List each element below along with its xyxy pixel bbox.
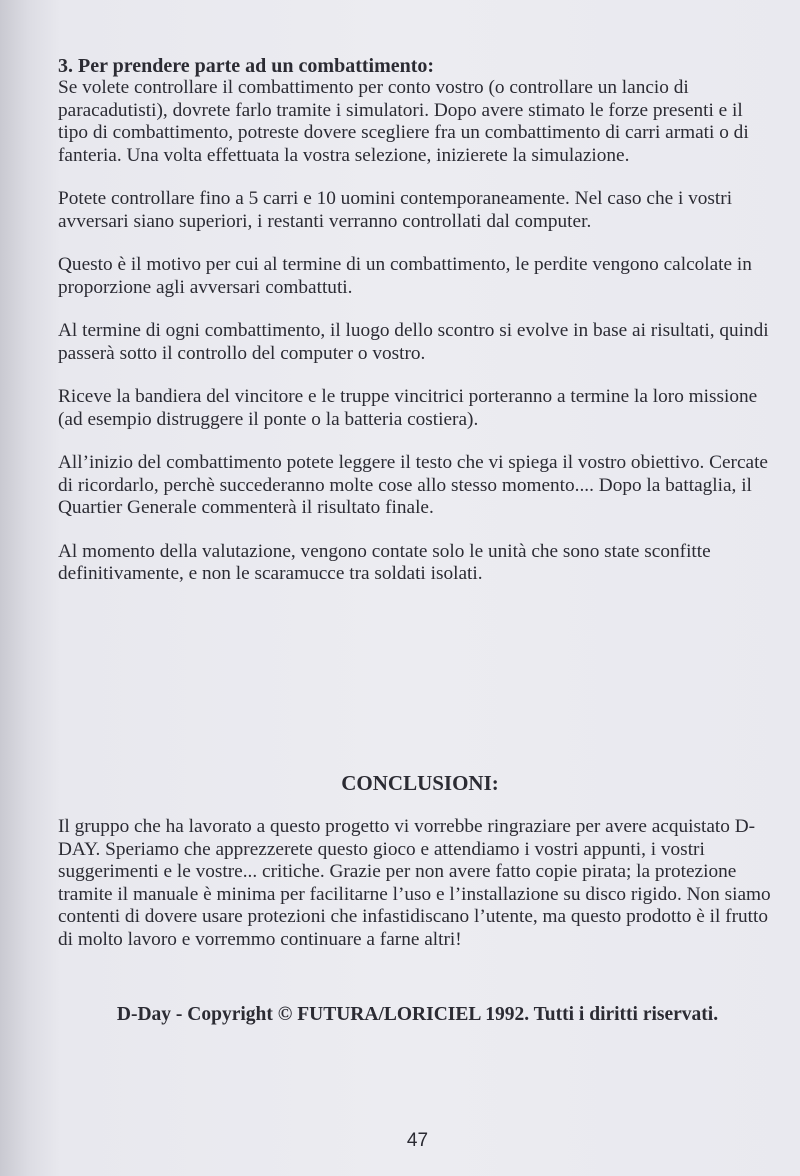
paragraph-objective: All’inizio del combattimento potete leggere il testo che vi spiega il vostro obiettivo. Cercate di ricordarlo, perchè succederanno molte cose allo stesso momento.... Dopo la battaglia, il Quartier Generale commenterà il risultato finale.	[58, 452, 768, 518]
conclusion-body: Il gruppo che ha lavorato a questo progetto vi vorrebbe ringraziare per avere acquistato D-DAY. Speriamo che apprezzerete questo gioco e attendiamo i vostri appunti, i vostri suggerimenti e le vostre... critiche. Grazie per non avere fatto copie pirata; la protezione tramite il manuale è minima per facilitarne l’uso e l’installazione su disco rigido. Non siamo contenti di dovere usare protezioni che infastidiscano l’utente, ma questo prodotto è il frutto di molto lavoro e vorremmo continuare a farne altri!	[58, 816, 771, 950]
section-combat	[58, 55, 773, 607]
paragraph-losses: Questo è il motivo per cui al termine di un combattimento, le perdite vengono calcolate in proporzione agli avversari combattuti.	[58, 254, 752, 298]
section-heading: 3. Per prendere parte ad un combattimento:	[58, 55, 435, 77]
page-number: 47	[406, 1130, 429, 1151]
paragraph-evaluation: Al momento della valutazione, vengono contate solo le unità che sono state sconfitte definitivamente, e non le scaramucce tra soldati isolati.	[58, 540, 711, 584]
conclusion-title: CONCLUSIONI:	[341, 771, 499, 795]
paragraph-units-limit: Potete controllare fino a 5 carri e 10 uomini contemporaneamente. Nel caso che i vostri avversari siano superiori, i restanti verranno controllati dal computer.	[58, 188, 733, 232]
paragraph-simulators: Se volete controllare il combattimento per conto vostro (o controllare un lancio di paracadutisti), dovrete farlo tramite i simulatori. Dopo avere stimato le forze presenti e il tipo di combattimento, potreste dovere scegliere fra un combattimento di carri armati o di fanteria. Una volta effettuata la vostra selezione, inizierete la simulazione.	[58, 77, 749, 166]
paragraph-victory-flag: Riceve la bandiera del vincitore e le truppe vincitrici porteranno a termine la loro missione (ad esempio distruggere il ponte o la batteria costiera).	[58, 386, 758, 430]
copyright-notice: D-Day - Copyright © FUTURA/LORICIEL 1992. Tutti i diritti riservati.	[116, 1004, 719, 1025]
paragraph-battle-outcome: Al termine di ogni combattimento, il luogo dello scontro si evolve in base ai risultati, quindi passerà sotto il controllo del computer o vostro.	[58, 320, 769, 364]
